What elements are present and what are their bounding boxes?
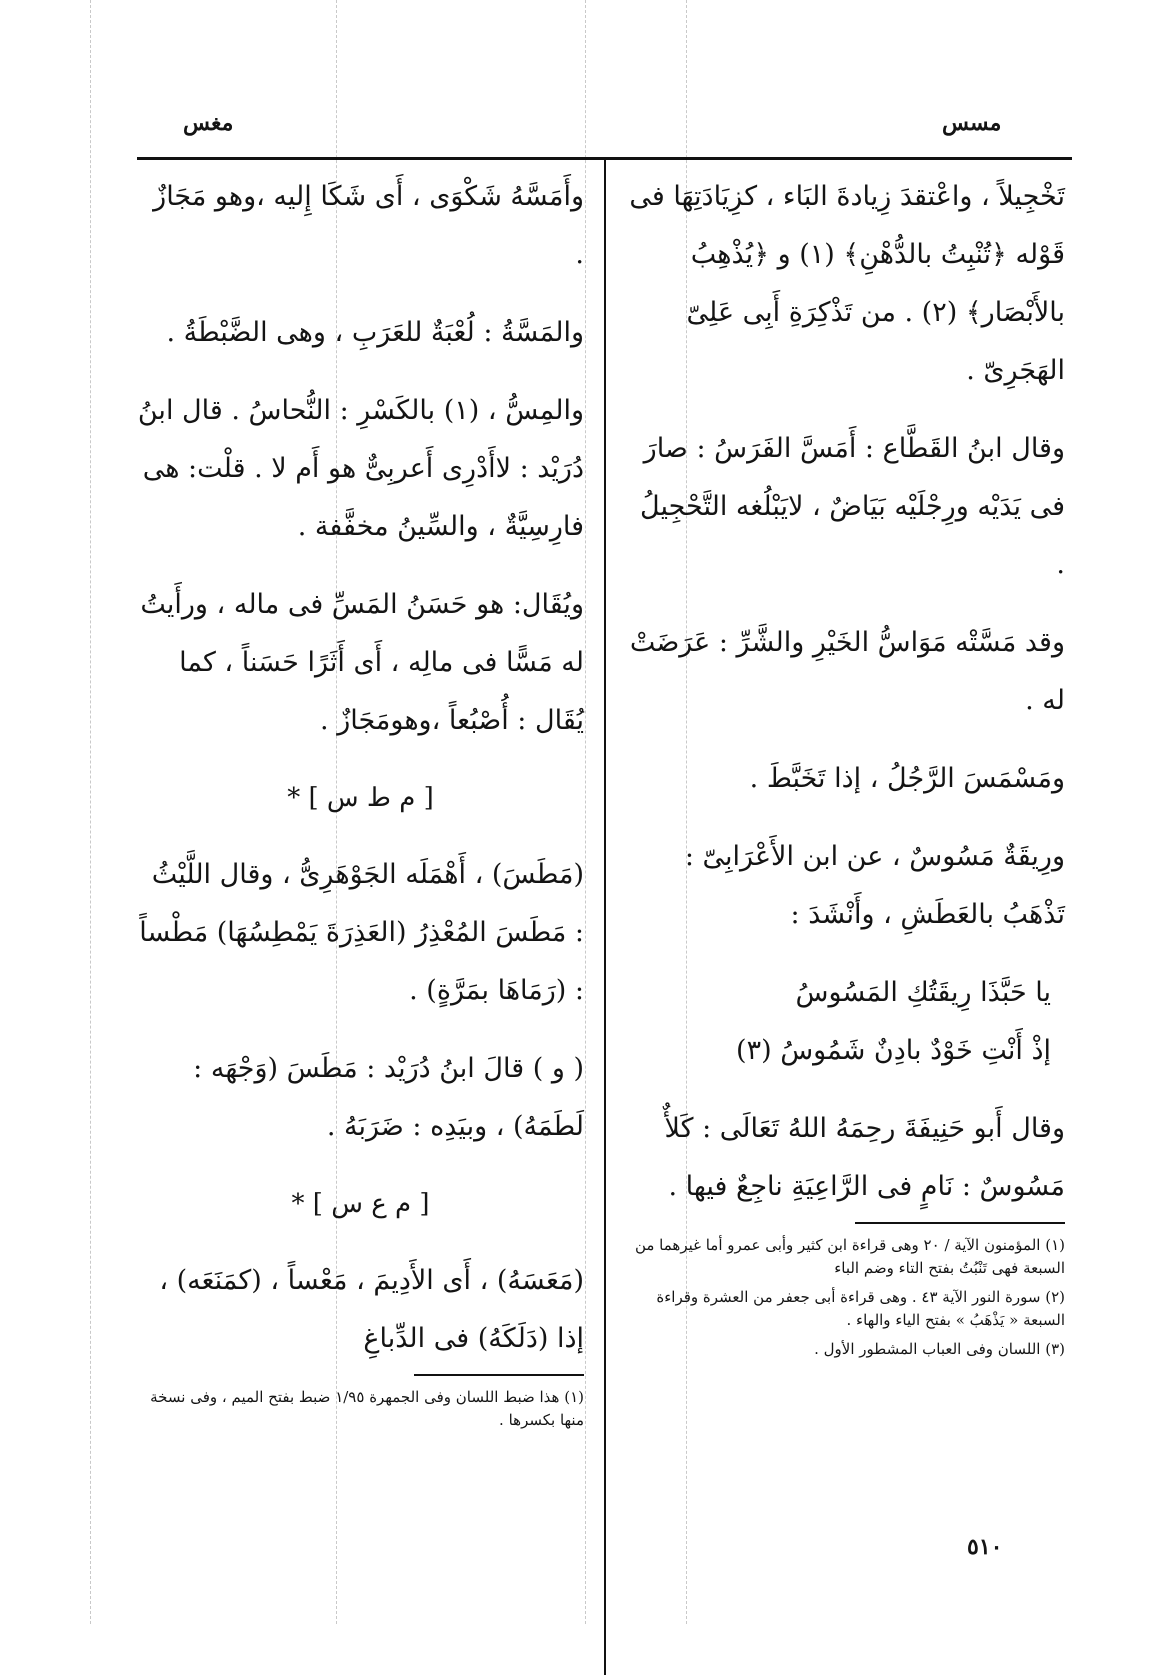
running-header-right: مسس <box>942 110 1002 136</box>
left-column <box>137 168 584 1438</box>
paragraph: (مَطَسَ) ، أَهْمَلَه الجَوْهَرِىُّ ، وقال اللَّيْثُ : مَطَسَ المُعْذِرُ (العَذِرَةَ يَمْطِسُهَا) مَطْساً : (رَمَاهَا بمَرَّةٍ) . <box>139 859 584 1006</box>
paragraph: ( و ) قالَ ابنُ دُرَيْد : مَطَسَ (وَجْهَه : لَطَمَهُ) ، وبيَدِه : ضَرَبَهُ . <box>193 1053 584 1142</box>
paragraph: (مَعَسَهُ) ، أَى الأَدِيمَ ، مَعْساً ، (كمَنَعَه) ، إذا (دَلَكَهُ) فى الدِّباغِ <box>159 1265 584 1354</box>
column-separator <box>604 157 606 1675</box>
poetry-verse <box>625 964 1065 1080</box>
paragraph: وأَمَسَّهُ شَكْوَى ، أَى شَكَا إِليه ،وهو مَجَازٌ . <box>153 181 584 270</box>
verse-line: إذْ أَنْتِ خَوْدٌ بادِنٌ شَمُوسُ (٣) <box>736 1035 1051 1066</box>
footnote: (١) هذا ضبط اللسان وفى الجمهرة ١/٩٥ ضبط بفتح الميم ، وفى نسخة منها بكسرها . <box>150 1388 584 1429</box>
running-header-left: مغس <box>183 110 234 136</box>
right-column <box>625 168 1065 1367</box>
footnote: (١) المؤمنون الآية / ٢٠ وهى قراءة ابن كثير وأبى عمرو أما غيرهما من السبعة فهى تَنْبُتُ بفتح التاء وضم الباء <box>634 1236 1065 1277</box>
entry-heading: [ م ع س ] * <box>291 1189 430 1219</box>
paragraph: وقال ابنُ القَطَّاع : أَمَسَّ الفَرَسُ : صارَ فى يَدَيْه ورِجْلَيْه بَيَاضٌ ، لايَبْلُغه التَّحْجِيلُ . <box>640 433 1065 580</box>
paragraph: تَخْجِيلاً ، واعْتقدَ زِيادةَ البَاء ، كزِيَادَتِهَا فى قَوْله ﴿تُنْبِتُ بالدُّهْنِ﴾ (١) و ﴿يُذْهِبُ بالأَبْصَار﴾ (٢) . من تَذْكِرَةِ أَبِى عَلِىّ الهَجَرِىّ . <box>629 181 1065 386</box>
verse-line: يا حَبَّذَا رِيقَتُكِ المَسُوسُ <box>795 977 1051 1008</box>
footnote: (٢) سورة النور الآية ٤٣ . وهى قراءة أبى جعفر من العشرة وقراءة السبعة « يَذْهَبُ » بفتح الياء والهاء . <box>656 1288 1065 1329</box>
paragraph: والمَسَّةُ : لُعْبَةٌ للعَرَبِ ، وهى الضَّبْطَةُ . <box>166 317 584 348</box>
page-number: ٥١٠ <box>967 1534 1003 1560</box>
footnote-rule <box>855 1222 1065 1224</box>
entry-heading: [ م ط س ] * <box>287 783 434 813</box>
paragraph: ويُقَال: هو حَسَنُ المَسِّ فى ماله ، ورأَيتُ له مَسًّا فى مالِه ، أَى أَثَرًا حَسَناً ، كما يُقَال : أُصْبُعاً ،وهومَجَازٌ . <box>140 589 584 736</box>
paragraph: والمِسُّ ، (١) بالكَسْرِ : النُّحاسُ . قال ابنُ دُرَيْد : لاأَدْرِى أَعربِىٌّ هو أَم لا . قلْت: هى فارِسِيَّةٌ ، والسِّينُ مخفَّفة . <box>137 395 584 542</box>
paragraph: وقال أَبو حَنِيفَةَ رحِمَهُ اللهُ تَعَالَى : كَلأٌ مَسُوسٌ : نَامٍ فى الرَّاعِيَةِ ناجِعٌ فيها . <box>664 1113 1065 1202</box>
paragraph: ومَسْمَسَ الرَّجُلُ ، إذا تَخَبَّطَ . <box>749 763 1065 794</box>
footnote-rule <box>414 1374 584 1376</box>
paragraph: ورِيقَةٌ مَسُوسٌ ، عن ابن الأَعْرَابِىّ : تَذْهَبُ بالعَطَشِ ، وأَنْشَدَ : <box>684 841 1065 930</box>
page-guide-line <box>585 0 586 1624</box>
page-guide-line <box>90 0 91 1624</box>
footnote: (٣) اللسان وفى العباب المشطور الأول . <box>814 1340 1065 1358</box>
paragraph: وقد مَسَّتْه مَوَاسُّ الخَيْرِ والشَّرِّ : عَرَضَتْ له . <box>629 627 1065 716</box>
